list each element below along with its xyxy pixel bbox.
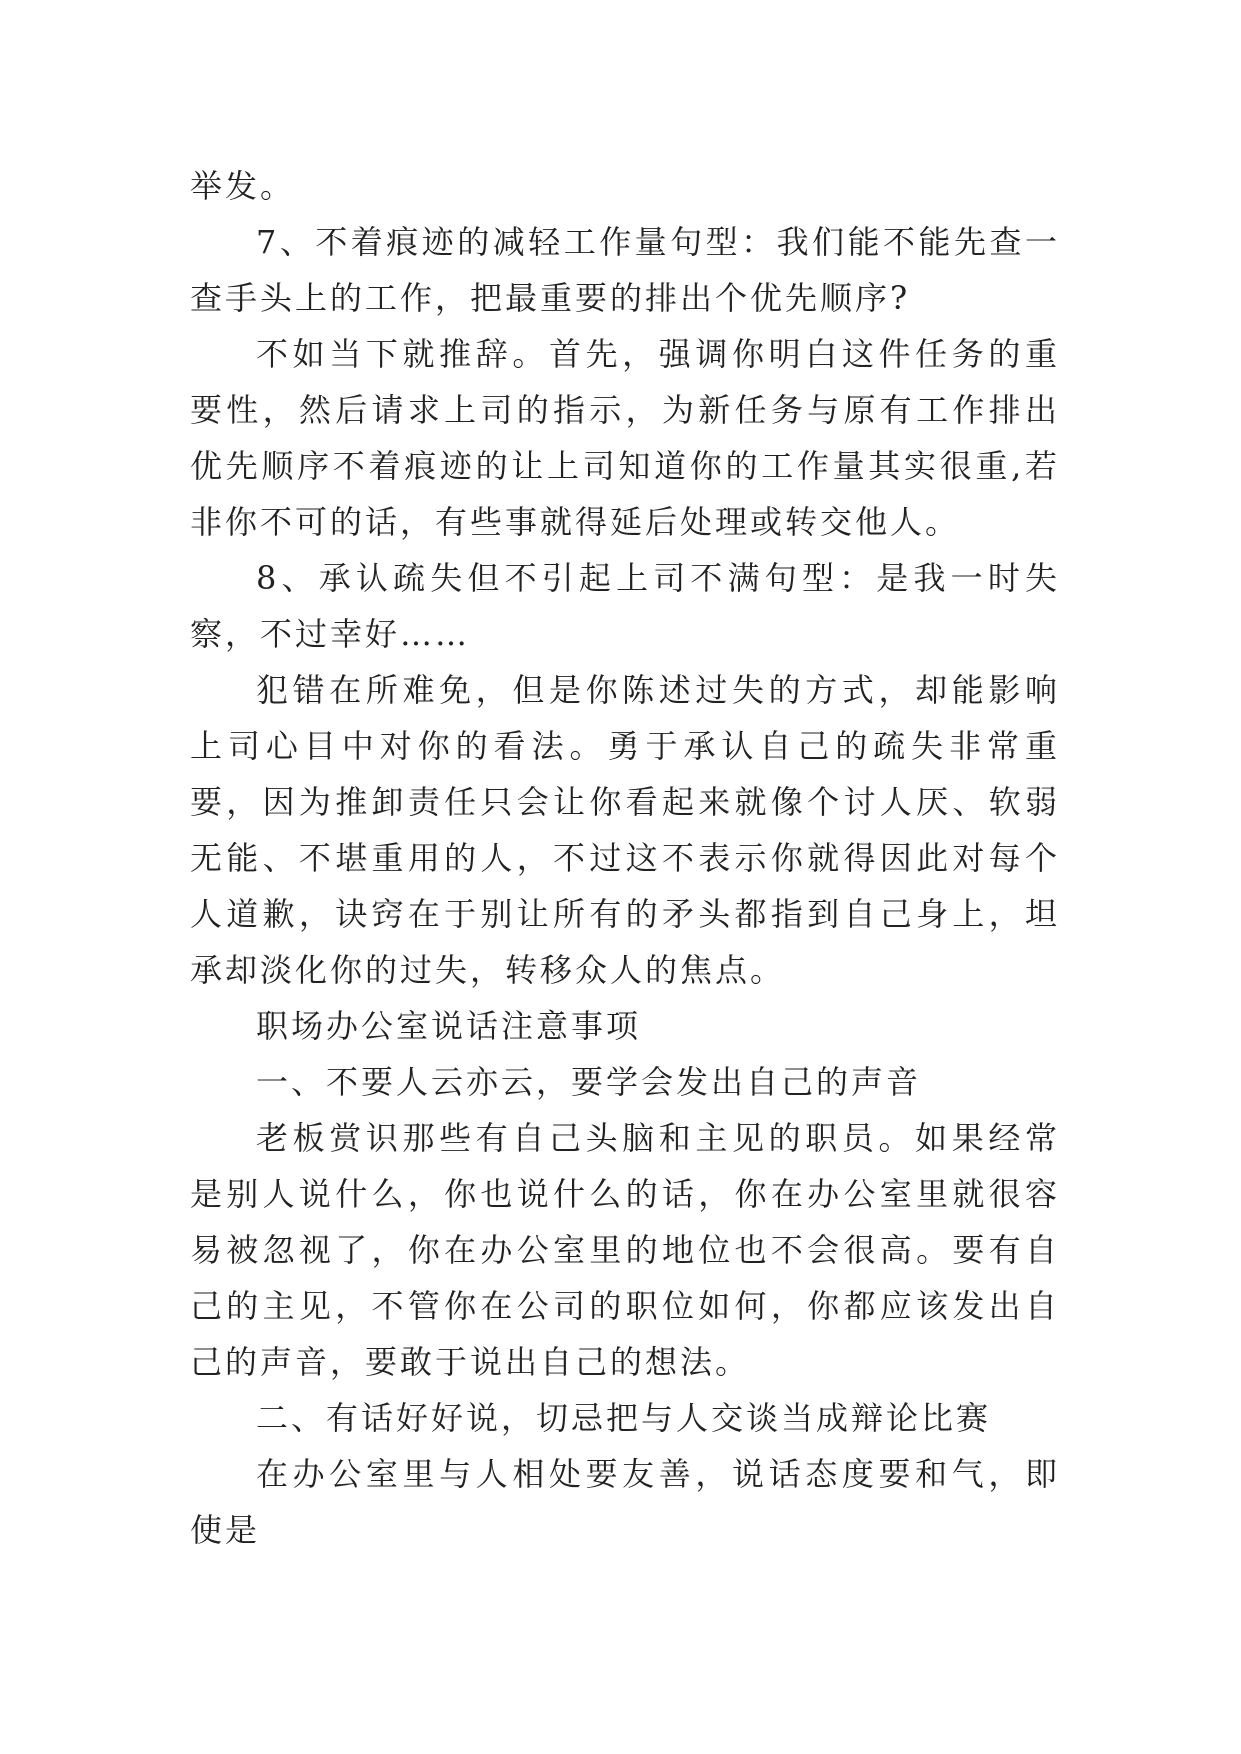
document-body xyxy=(190,158,1060,1558)
paragraph-item-8: 8、承认疏失但不引起上司不满句型：是我一时失察，不过幸好…… xyxy=(190,559,1060,653)
subheading-1: 一、不要人云亦云，要学会发出自己的声音 xyxy=(256,1063,922,1101)
paragraph-item-7: 7、不着痕迹的减轻工作量句型：我们能不能先查一查手头上的工作，把最重要的排出个优先顺序? xyxy=(190,223,1060,317)
paragraph-item-7-explanation: 不如当下就推辞。首先，强调你明白这件任务的重要性，然后请求上司的指示，为新任务与原有工作排出优先顺序不着痕迹的让上司知道你的工作量其实很重,若非你不可的话，有些事就得延后处理或转交他人。 xyxy=(190,335,1060,541)
section-heading: 职场办公室说话注意事项 xyxy=(256,1007,642,1045)
paragraph-subheading-1-body: 老板赏识那些有自己头脑和主见的职员。如果经常是别人说什么，你也说什么的话，你在办公室里就很容易被忽视了，你在办公室里的地位也不会很高。要有自己的主见，不管你在公司的职位如何，你都应该发出自己的声音，要敢于说出自己的想法。 xyxy=(190,1119,1060,1381)
paragraph-item-8-explanation: 犯错在所难免，但是你陈述过失的方式，却能影响上司心目中对你的看法。勇于承认自己的疏失非常重要，因为推卸责任只会让你看起来就像个讨人厌、软弱无能、不堪重用的人，不过这不表示你就得因此对每个人道歉，诀窍在于别让所有的矛头都指到自己身上，坦承却淡化你的过失，转移众人的焦点。 xyxy=(190,671,1060,989)
paragraph-continuation: 举发。 xyxy=(190,167,296,205)
paragraph-subheading-2-body: 在办公室里与人相处要友善，说话态度要和气，即使是 xyxy=(190,1455,1060,1549)
subheading-2: 二、有话好好说，切忌把与人交谈当成辩论比赛 xyxy=(256,1399,992,1437)
